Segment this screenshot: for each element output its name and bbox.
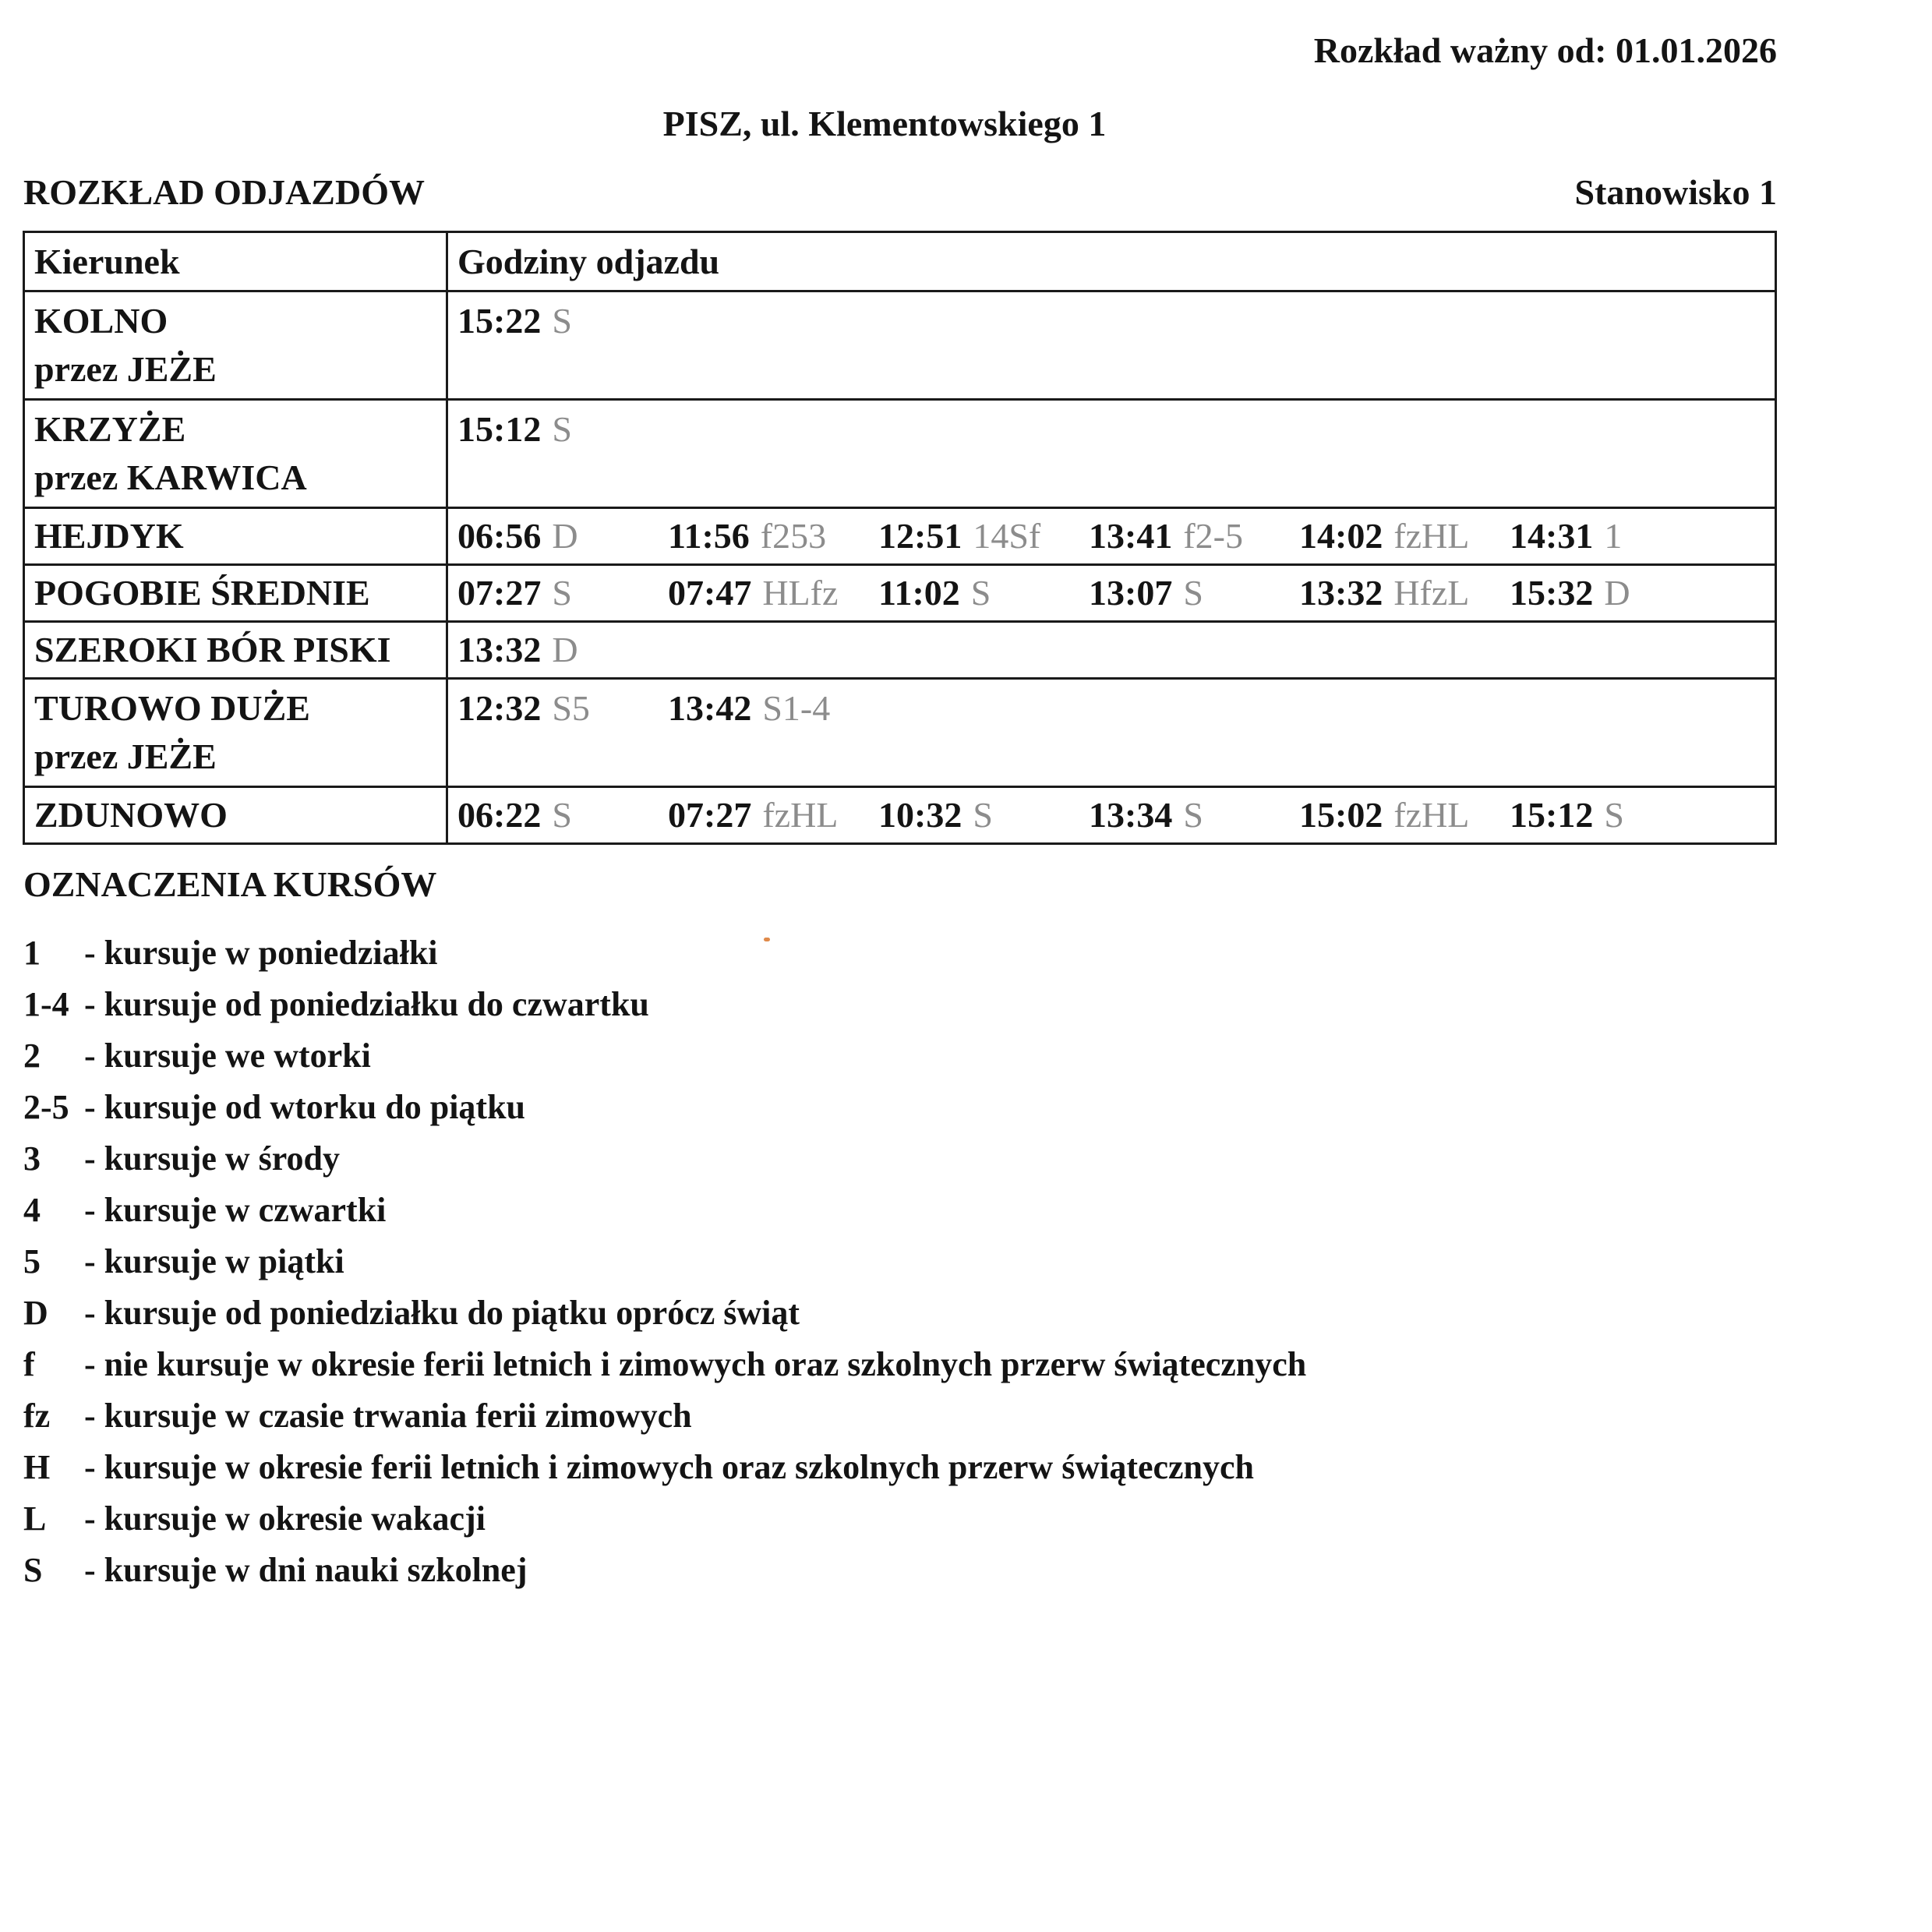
legend-text: - kursuje w czwartki	[84, 1191, 387, 1229]
table-body	[24, 291, 1776, 844]
legend-item	[23, 1082, 1306, 1133]
departure-time: 10:32	[878, 795, 962, 835]
legend-title: OZNACZENIA KURSÓW	[23, 864, 437, 904]
departure-code: S	[1604, 795, 1624, 835]
departures-cell	[447, 508, 1776, 565]
departure-entry	[1510, 570, 1630, 616]
departure-entry	[1089, 793, 1203, 838]
table-row	[24, 622, 1776, 679]
legend-symbol: 2	[23, 1037, 41, 1075]
departure-code: S	[973, 795, 993, 835]
table-row	[24, 565, 1776, 622]
departure-entry	[457, 627, 578, 673]
departure-code: HfzL	[1393, 573, 1470, 613]
departure-entry	[457, 570, 572, 616]
legend-symbol: 3	[23, 1139, 41, 1178]
departure-time: 15:32	[1510, 573, 1594, 613]
departures-cell	[447, 679, 1776, 787]
legend-text: - kursuje od poniedziałku do piątku oprócz świąt	[84, 1294, 800, 1332]
departure-entry	[1510, 793, 1624, 838]
departure-time: 13:42	[668, 688, 752, 728]
valid-from-date: Rozkład ważny od: 01.01.2026	[1313, 30, 1777, 70]
departure-time: 14:02	[1299, 516, 1383, 556]
departure-time: 11:56	[668, 516, 750, 556]
destination-cell	[24, 400, 447, 508]
platform-label: Stanowisko 1	[1574, 172, 1777, 212]
departure-entry	[1089, 514, 1243, 559]
departure-entry	[457, 684, 590, 733]
departure-time: 13:32	[457, 630, 542, 669]
table-row	[24, 508, 1776, 565]
departure-entry	[1510, 514, 1622, 559]
departure-code: fzHL	[762, 795, 839, 835]
departure-time: 13:07	[1089, 573, 1173, 613]
destination-name: ZDUNOWO	[34, 795, 228, 835]
departure-entry	[1299, 514, 1469, 559]
departures-cell	[447, 565, 1776, 622]
scan-speck	[764, 938, 770, 941]
departure-code: S	[552, 409, 572, 449]
legend-text: - kursuje w poniedziałki	[84, 934, 438, 972]
legend-symbol: H	[23, 1448, 51, 1486]
destination-name: POGOBIE ŚREDNIE	[34, 573, 370, 613]
legend-list	[23, 927, 1306, 1596]
legend-text: - nie kursuje w okresie ferii letnich i zimowych oraz szkolnych przerw świątecznych	[84, 1345, 1307, 1383]
page-title: ROZKŁAD ODJAZDÓW	[23, 172, 425, 212]
departure-code: fzHL	[1393, 795, 1470, 835]
destination-name: KRZYŻE	[34, 409, 186, 449]
departure-code: D	[552, 516, 578, 556]
table-row	[24, 400, 1776, 508]
departure-code: S	[552, 795, 572, 835]
departure-entry	[1299, 793, 1469, 838]
legend-symbol: L	[23, 1499, 47, 1538]
departure-code: HLfz	[762, 573, 839, 613]
destination-cell	[24, 622, 447, 679]
departure-time: 06:56	[457, 516, 542, 556]
departures-table	[23, 231, 1777, 845]
departure-entry	[878, 793, 993, 838]
legend-symbol: fz	[23, 1397, 51, 1435]
legend-item	[23, 1442, 1306, 1493]
destination-cell	[24, 787, 447, 844]
legend-symbol: 5	[23, 1242, 41, 1280]
departure-code: S1-4	[762, 688, 831, 728]
legend-item	[23, 979, 1306, 1030]
departure-entry	[668, 570, 838, 616]
table-row	[24, 787, 1776, 844]
legend-item	[23, 1339, 1306, 1390]
legend-item	[23, 1545, 1306, 1596]
legend-text: - kursuje w okresie ferii letnich i zimowych oraz szkolnych przerw świątecznych	[84, 1448, 1255, 1486]
column-header-direction: Kierunek	[24, 232, 447, 291]
column-header-times: Godziny odjazdu	[447, 232, 1776, 291]
destination-via: przez KARWICA	[34, 457, 307, 497]
departure-time: 11:02	[878, 573, 960, 613]
departure-time: 15:22	[457, 301, 542, 341]
departure-entry	[457, 297, 572, 345]
departure-entry	[457, 405, 572, 454]
departure-code: D	[1604, 573, 1630, 613]
legend-text: - kursuje w piątki	[84, 1242, 344, 1280]
destination-name: HEJDYK	[34, 516, 184, 556]
departure-entry	[668, 684, 830, 733]
destination-name: SZEROKI BÓR PISKI	[34, 630, 391, 669]
legend-text: - kursuje w czasie trwania ferii zimowych	[84, 1397, 692, 1435]
legend-symbol: 1	[23, 934, 41, 972]
stop-name: PISZ, ul. Klementowskiego 1	[662, 104, 1107, 143]
legend-text: - kursuje we wtorki	[84, 1037, 371, 1075]
legend-item	[23, 1185, 1306, 1236]
departure-code: 14Sf	[973, 516, 1041, 556]
table-row	[24, 679, 1776, 787]
departures-cell	[447, 787, 1776, 844]
legend-text: - kursuje w środy	[84, 1139, 341, 1178]
departure-entry	[457, 514, 578, 559]
destination-cell	[24, 565, 447, 622]
departure-time: 07:27	[668, 795, 752, 835]
departure-entry	[1299, 570, 1469, 616]
legend-item	[23, 927, 1306, 979]
departure-time: 12:32	[457, 688, 542, 728]
destination-cell	[24, 508, 447, 565]
legend-text: - kursuje od wtorku do piątku	[84, 1088, 526, 1126]
departure-time: 13:34	[1089, 795, 1173, 835]
departure-code: fzHL	[1393, 516, 1470, 556]
destination-via: przez JEŻE	[34, 349, 217, 389]
departure-entry	[878, 514, 1040, 559]
departure-time: 15:12	[457, 409, 542, 449]
destination-name: KOLNO	[34, 301, 168, 341]
departure-entry	[668, 514, 826, 559]
departure-time: 15:02	[1299, 795, 1383, 835]
departure-code: S	[970, 573, 991, 613]
departure-time: 13:32	[1299, 573, 1383, 613]
departure-entry	[1089, 570, 1203, 616]
legend-symbol: f	[23, 1345, 35, 1383]
legend-item	[23, 1390, 1306, 1442]
departure-entry	[878, 570, 991, 616]
departure-time: 07:47	[668, 573, 752, 613]
legend-item	[23, 1493, 1306, 1545]
legend-item	[23, 1236, 1306, 1287]
legend-symbol: D	[23, 1294, 48, 1332]
destination-cell	[24, 679, 447, 787]
legend-symbol: 4	[23, 1191, 41, 1229]
legend-text: - kursuje od poniedziałku do czwartku	[84, 985, 649, 1023]
departure-code: f2-5	[1183, 516, 1243, 556]
departure-code: 1	[1604, 516, 1623, 556]
destination-cell	[24, 291, 447, 400]
departure-entry	[668, 793, 838, 838]
departure-code: S	[552, 301, 572, 341]
legend-symbol: 1-4	[23, 985, 69, 1023]
departure-code: S5	[552, 688, 590, 728]
legend-item	[23, 1030, 1306, 1082]
legend-item	[23, 1133, 1306, 1185]
departure-time: 14:31	[1510, 516, 1594, 556]
departure-code: D	[552, 630, 578, 669]
legend-text: - kursuje w okresie wakacji	[84, 1499, 486, 1538]
legend-text: - kursuje w dni nauki szkolnej	[84, 1551, 528, 1589]
destination-name: TUROWO DUŻE	[34, 688, 310, 728]
departures-cell	[447, 400, 1776, 508]
departure-code: S	[1183, 573, 1203, 613]
destination-via: przez JEŻE	[34, 736, 217, 776]
departure-time: 07:27	[457, 573, 542, 613]
table-row	[24, 291, 1776, 400]
departure-code: S	[552, 573, 572, 613]
departure-time: 06:22	[457, 795, 542, 835]
departure-entry	[457, 793, 572, 838]
legend-item	[23, 1287, 1306, 1339]
departures-cell	[447, 291, 1776, 400]
departure-time: 15:12	[1510, 795, 1594, 835]
departure-time: 12:51	[878, 516, 962, 556]
departures-cell	[447, 622, 1776, 679]
departure-code: S	[1183, 795, 1203, 835]
table-header-row	[24, 232, 1776, 291]
legend-symbol: 2-5	[23, 1088, 69, 1126]
departure-code: f253	[760, 516, 827, 556]
legend-symbol: S	[23, 1551, 43, 1589]
departure-time: 13:41	[1089, 516, 1173, 556]
